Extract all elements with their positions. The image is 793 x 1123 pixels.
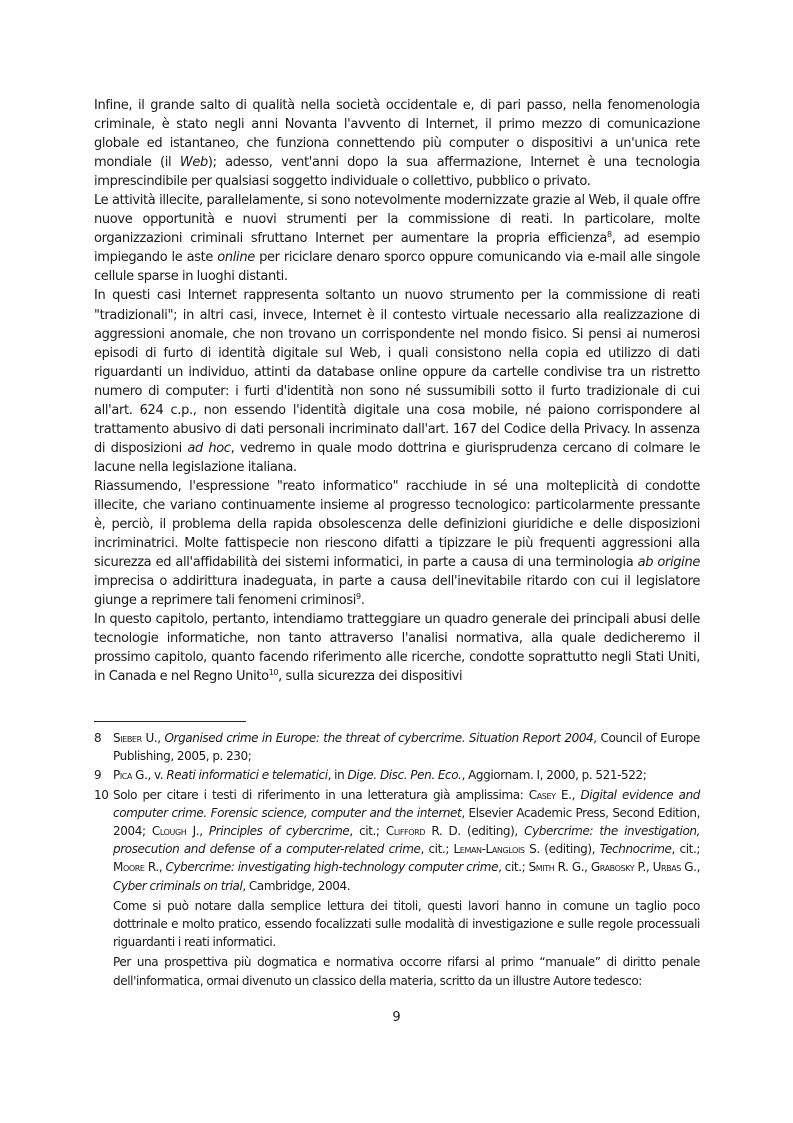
footnote-10-paragraph-3: Per una prospettiva più dogmatica e normativa occorre rifarsi al primo “manuale” di diritto penale dell'informatica, ormai divenuto un classico della materia, scritto da un illustre Autore tedesco:: [113, 955, 700, 988]
footnote-ref-9[interactable]: 9: [356, 592, 361, 602]
footnote-8: 8 Sieber U., Organised crime in Europe: the threat of cybercrime. Situation Report 2004, Council of Europe Publishing, 2005, p. 230;: [94, 729, 700, 765]
footnote-ref-10[interactable]: 10: [268, 668, 279, 678]
footnote-separator: [94, 721, 246, 722]
footnotes: [94, 729, 700, 993]
footnote-9: 9 Pica G., v. Reati informatici e telematici, in Dige. Disc. Pen. Eco., Aggiornam. I, 2000, p. 521-522;: [94, 766, 700, 784]
footnote-number: 8: [94, 731, 102, 745]
footnote-number: 10: [94, 787, 109, 802]
paragraph-1: Infine, il grande salto di qualità nella società occidentale e, di pari passo, nella fenomenologia criminale, è stato negli anni Novanta l'avvento di Internet, il primo mezzo di comunicazione globale ed istantaneo, che funziona connettendo più computer o dispositivi a un'unica rete mondiale (il Web); adesso, vent'anni dopo la sua affermazione, Internet è una tecnologia imprescindibile per qualsiasi soggetto individuale o collettivo, pubblico o privato.: [94, 98, 700, 190]
paragraph-4: Riassumendo, l'espressione "reato informatico" racchiude in sé una molteplicità di condotte illecite, che variano continuamente insieme al progresso tecnologico: particolarmente pressante è, perciò, il problema della rapida obsolescenza delle definizioni giuridiche e delle disposizioni incriminatrici. Molte fattispecie non riescono difatti a tipizzare le più frequenti aggressioni alla sicurezza ed all'affidabilità dei sistemi informatici, in parte a causa di una terminologia ab origine imprecisa o addirittura inadeguata, in parte a causa dell'inevitabile ritardo con cui il legislatore giunge a reprimere tali fenomeni criminosi$^9$.: [94, 478, 700, 609]
footnote-10: 10 Solo per citare i testi di riferimento in una letteratura già amplissima: Casey E., Digital evidence and computer crime. Forensic science, computer and the internet, Elsevier Academic Press, Second Edition, 2004; Clough J., Principles of cybercrime, cit.; Clifford R. D. (editing), Cybercrime: the investigation, prosecution and defense of a computer-related crime, cit.; Leman-Langlois S. (editing), Technocrime, cit.; Moore R., Cybercrime: investigating high-technology computer crime, cit.; Smith R. G., Grabosky P., Urbas G., Cyber criminals on trial, Cambridge, 2004. Come si può notare dalla semplice lettura dei titoli, questi lavori hanno in comune un taglio poco dottrinale e molto pratico, essendo focalizzati sulle modalità di investigazione e sulle regole processuali riguardanti i reati informatici. Per una prospettiva più dogmatica e normativa occorre rifarsi al primo “manuale” di diritto penale dell'informatica, ormai divenuto un classico della materia, scritto da un illustre Autore tedesco:: [94, 786, 700, 992]
body-text: [94, 96, 700, 686]
footnote-ref-8[interactable]: 8: [606, 230, 612, 240]
footnote-number: 9: [94, 768, 102, 783]
paragraph-3: In questi casi Internet rappresenta soltanto un nuovo strumento per la commissione di reati "tradizionali"; in altri casi, invece, Internet è il contesto virtuale necessario alla realizzazione di aggressioni anomale, che non trovano un corrispondente nel mondo fisico. Si pensi ai numerosi episodi di furto di identità digitale sul Web, i quali consistono nella copia ed utilizzo di dati riguardanti un individuo, attinti da database online oppure da cartelle condivise tra un ristretto numero di computer: i furti d'identità non sono né sussumibili sotto il furto tradizionale di cui all'art. 624 c.p., non essendo l'identità digitale una cosa mobile, né paiono corrispondere al trattamento abusivo di dati personali incriminato dall'art. 167 del Codice della Privacy. In assenza di disposizioni ad hoc, vedremo in quale modo dottrina e giurisprudenza cercano di colmare le lacune nella legislazione italiana.: [94, 288, 700, 475]
paragraph-5: In questo capitolo, pertanto, intendiamo tratteggiare un quadro generale dei principali abusi delle tecnologie informatiche, non tanto attraverso l'analisi normativa, alla quale dedicheremo il prossimo capitolo, quanto facendo riferimento alle ricerche, condotte soprattutto negli Stati Uniti, in Canada e nel Regno Unito$^{10}$, sulla sicurezza dei dispositivi: [94, 612, 700, 685]
paragraph-2: Le attività illecite, parallelamente, si sono notevolmente modernizzate grazie al Web, il quale offre nuove opportunità e nuovi strumenti per la commissione di reati. In particolare, molte organizzazioni criminali sfruttano Internet per aumentare la propria efficienza$^8$, ad esempio impiegando le aste online per riciclare denaro sporco oppure comunicando via e-mail alle singole cellule sparse in luoghi distanti.: [94, 193, 700, 285]
page-number: 9: [392, 1010, 401, 1025]
footnote-10-paragraph-2: Come si può notare dalla semplice lettura dei titoli, questi lavori hanno in comune un taglio poco dottrinale e molto pratico, essendo focalizzati sulle modalità di investigazione e sulle regole processuali riguardanti i reati informatici.: [113, 898, 700, 950]
